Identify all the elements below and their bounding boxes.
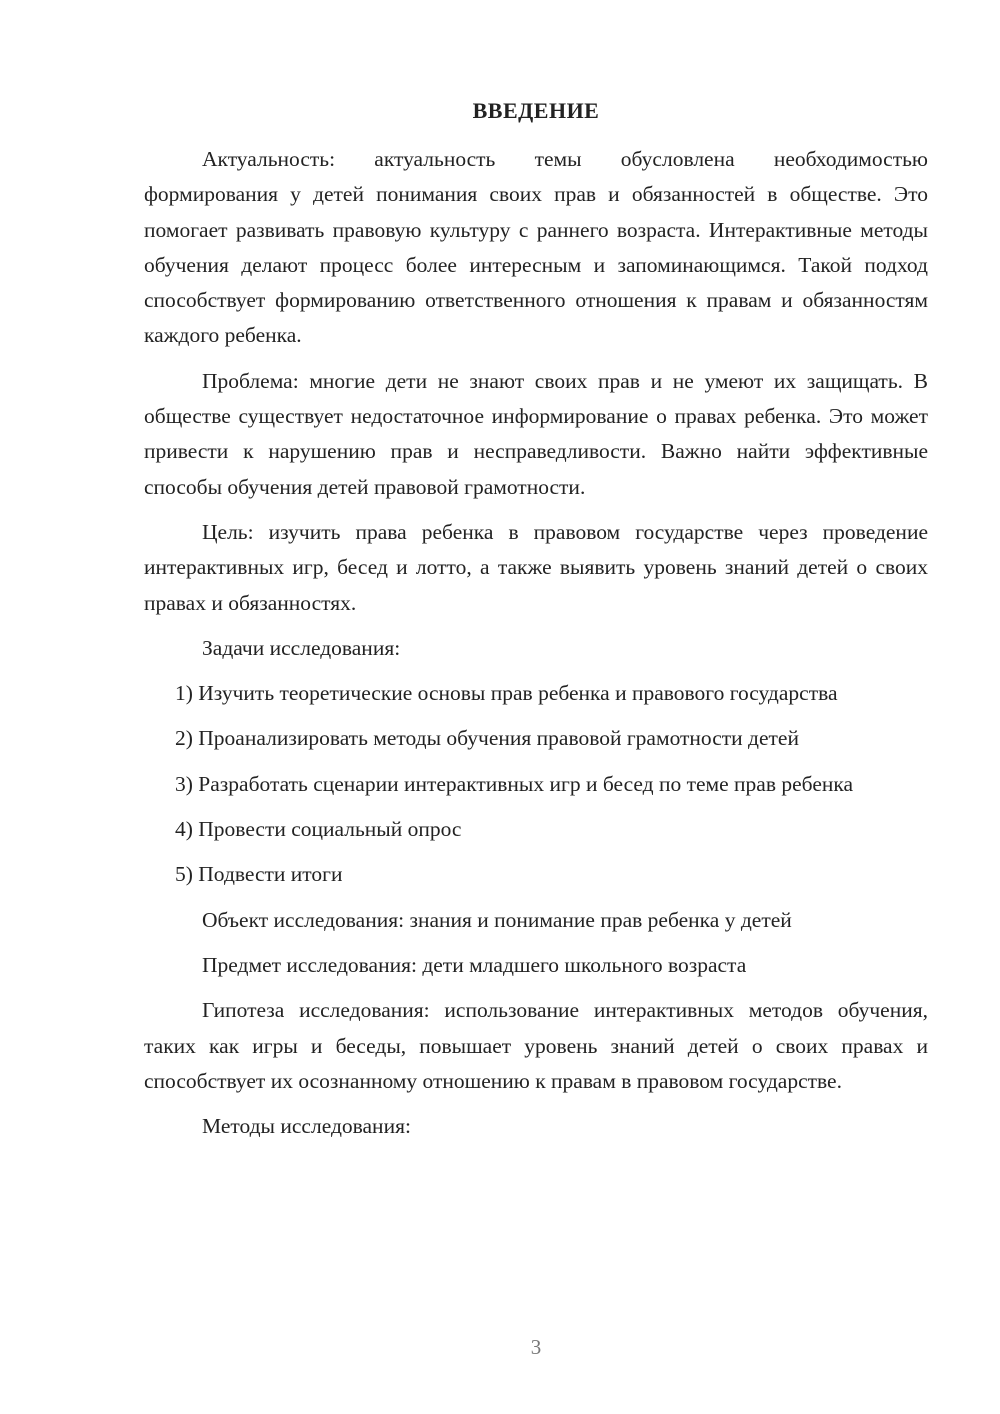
paragraph-methods: Методы исследования:	[202, 1114, 411, 1139]
paragraph-relevance: Актуальность: актуальность темы обусловлена необходимостью формирования у детей понимания своих прав и обязанностей в обществе. Это помогает развивать правовую культуру с раннего возраста. Интерактивные методы обучения делают процесс более интересным и запоминающимся. Такой подход способствует формированию ответственного отношения к правам и обязанностям каждого ребенка.	[144, 147, 928, 348]
document-page	[144, 0, 928, 1414]
paragraph-problem: Проблема: многие дети не знают своих прав и не умеют их защищать. В обществе существует недостаточное информирование о правах ребенка. Это может привести к нарушению прав и несправедливости. Важно найти эффективные способы обучения детей правовой грамотности.	[144, 368, 928, 499]
paragraph-subject: Предмет исследования: дети младшего школьного возраста	[202, 952, 747, 977]
task-item-5: 5) Подвести итоги	[175, 862, 343, 887]
paragraph-hypothesis: Гипотеза исследования: использование интерактивных методов обучения, таких как игры и беседы, повышает уровень знаний детей о своих правах и способствует их осознанному отношению к правам в правовом государстве.	[144, 998, 928, 1093]
task-item-1: 1) Изучить теоретические основы прав ребенка и правового государства	[175, 681, 838, 706]
paragraph-tasks-heading: Задачи исследования:	[202, 635, 401, 660]
task-item-3: 3) Разработать сценарии интерактивных игр и бесед по теме прав ребенка	[175, 771, 854, 796]
page-number: 3	[530, 1335, 542, 1359]
document-body	[144, 142, 928, 1154]
task-item-4: 4) Провести социальный опрос	[175, 817, 462, 842]
task-item-2: 2) Проанализировать методы обучения правовой грамотности детей	[175, 726, 799, 751]
paragraph-goal: Цель: изучить права ребенка в правовом государстве через проведение интерактивных игр, бесед и лотто, а также выявить уровень знаний детей о своих правах и обязанностях.	[144, 519, 928, 615]
section-title: ВВЕДЕНИЕ	[472, 98, 600, 123]
paragraph-object: Объект исследования: знания и понимание прав ребенка у детей	[202, 907, 792, 932]
